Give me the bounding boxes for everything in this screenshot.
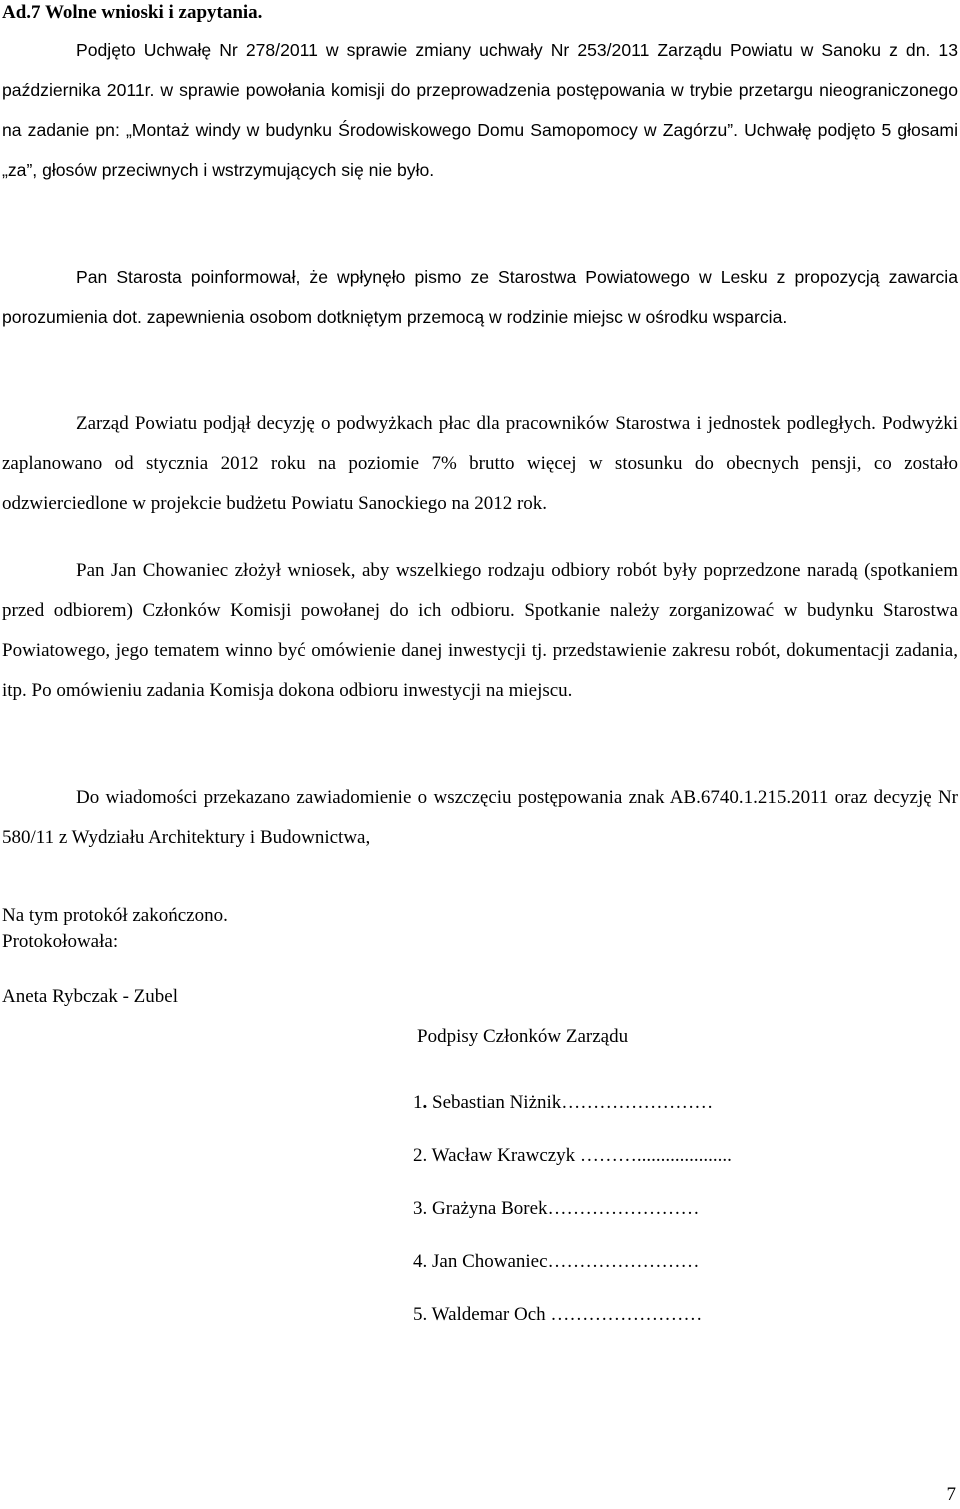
signature-name: Grażyna Borek…………………… <box>427 1198 700 1219</box>
signature-number: 5 <box>413 1304 423 1325</box>
signatures-list <box>413 1090 732 1355</box>
signature-number-dot: . <box>422 1251 428 1272</box>
closing-statement: Na tym protokół zakończono. <box>2 905 228 926</box>
signature-line <box>413 1302 732 1355</box>
signature-name: Wacław Krawczyk ……….................... <box>427 1145 732 1166</box>
signatures-heading: Podpisy Członków Zarządu <box>417 1026 629 1047</box>
paragraph-chowaniec-motion: Pan Jan Chowaniec złożył wniosek, aby wszelkiego rodzaju odbiory robót były poprzedzone naradą (spotkaniem przed odbiorem) Członków Komisji powołanej do ich odbioru. Spotkanie należy zorganizować w budynku Starostwa Powiatowego, jego tematem winno być omówienie danej inwestycji tj. przedstawienie zakresu robót, dokumentacji zadania, itp. Po omówieniu zadania Komisja dokona odbioru inwestycji na miejscu. <box>2 560 958 701</box>
signature-name: Jan Chowaniec…………………… <box>427 1251 700 1272</box>
paragraph-starosta-info: Pan Starosta poinformował, że wpłynęło pismo ze Starostwa Powiatowego w Lesku z propozycją zawarcia porozumienia dot. zapewnienia osobom dotkniętym przemocą w rodzinie miejsc w ośrodku wsparcia. <box>2 267 958 327</box>
signature-number-dot: . <box>422 1198 428 1219</box>
signature-number-dot: . <box>422 1092 428 1113</box>
signature-number-dot: . <box>422 1145 428 1166</box>
section-heading: Ad.7 Wolne wnioski i zapytania. <box>2 2 263 23</box>
signature-number: 2 <box>413 1145 423 1166</box>
signature-number: 3 <box>413 1198 423 1219</box>
recorder-label: Protokołowała: <box>2 931 119 952</box>
signature-name: Waldemar Och …………………… <box>427 1304 703 1325</box>
signature-number-dot: . <box>422 1304 428 1325</box>
page-number: 7 <box>946 1484 956 1505</box>
signature-name: Sebastian Niżnik…………………… <box>427 1092 714 1113</box>
signature-line <box>413 1090 732 1143</box>
signature-line <box>413 1196 732 1249</box>
signature-number: 1 <box>413 1092 423 1113</box>
paragraph-notice: Do wiadomości przekazano zawiadomienie o wszczęciu postępowania znak AB.6740.1.215.2011 oraz decyzję Nr 580/11 z Wydziału Architektury i Budownictwa, <box>2 787 958 848</box>
paragraph-resolution: Podjęto Uchwałę Nr 278/2011 w sprawie zmiany uchwały Nr 253/2011 Zarządu Powiatu w Sanoku z dn. 13 października 2011r. w sprawie powołania komisji do przeprowadzenia postępowania w trybie przetargu nieograniczonego na zadanie pn: „Montaż windy w budynku Środowiskowego Domu Samopomocy w Zagórzu”. Uchwałę podjęto 5 głosami „za”, głosów przeciwnych i wstrzymujących się nie było. <box>2 40 958 180</box>
signature-number: 4 <box>413 1251 423 1272</box>
recorder-name: Aneta Rybczak - Zubel <box>2 986 178 1007</box>
signature-line <box>413 1249 732 1302</box>
signature-line <box>413 1143 732 1196</box>
paragraph-salary-decision: Zarząd Powiatu podjął decyzję o podwyżkach płac dla pracowników Starostwa i jednostek podległych. Podwyżki zaplanowano od stycznia 2012 roku na poziomie 7% brutto więcej w stosunku do obecnych pensji, co zostało odzwierciedlone w projekcie budżetu Powiatu Sanockiego na 2012 rok. <box>2 413 958 514</box>
